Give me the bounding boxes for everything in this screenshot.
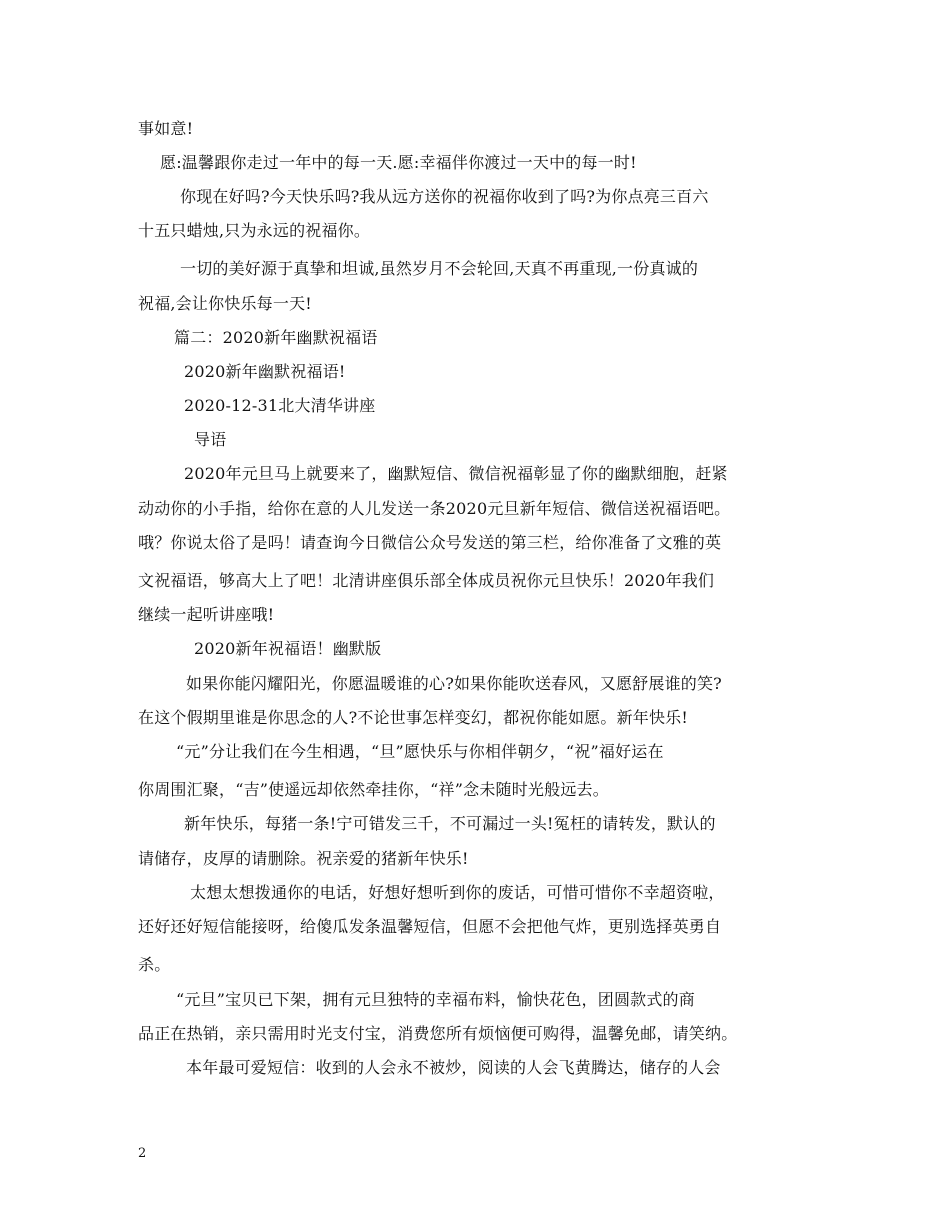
article-date-source: 2020-12-31北大清华讲座 xyxy=(184,396,376,415)
text-line: 请储存，皮厚的请删除。祝亲爱的猪新年快乐! xyxy=(138,849,469,868)
text-line: 哦？你说太俗了是吗！请查询今日微信公众号发送的第三栏，给你准备了文雅的英 xyxy=(138,533,722,552)
text-line: 还好还好短信能接呀，给傻瓜发条温馨短信，但愿不会把他气炸，更别选择英勇自 xyxy=(138,917,722,936)
text-line: 在这个假期里谁是你思念的人?不论世事怎样变幻，都祝你能如愿。新年快乐! xyxy=(138,708,689,727)
text-line: 如果你能闪耀阳光，你愿温暖谁的心?如果你能吹送春风，又愿舒展谁的笑? xyxy=(186,674,722,693)
text-line: 你周围汇聚，“吉”使遥远却依然牵挂你，“祥”念未随时光般远去。 xyxy=(138,780,609,799)
text-line: 愿:温馨跟你走过一年中的每一天.愿:幸福伴你渡过一天中的每一时! xyxy=(160,153,637,172)
text-line: 新年快乐，每猪一条!宁可错发三千，不可漏过一头!冤枉的请转发，默认的 xyxy=(184,814,716,833)
text-line: “元”分让我们在今生相遇，“旦”愿快乐与你相伴朝夕，“祝”福好运在 xyxy=(176,742,664,761)
text-line: 本年最可爱短信：收到的人会永不被炒，阅读的人会飞黄腾达，储存的人会 xyxy=(186,1058,721,1077)
text-line: 太想太想拨通你的电话，好想好想听到你的废话，可惜可惜你不幸超资啦， xyxy=(190,883,725,902)
text-line: 十五只蜡烛,只为永远的祝福你。 xyxy=(138,221,371,240)
article-title: 2020新年幽默祝福语! xyxy=(184,362,346,381)
text-line: 一切的美好源于真挚和坦诚,虽然岁月不会轮回,天真不再重现,一份真诚的 xyxy=(180,259,699,278)
text-line: 事如意! xyxy=(138,119,194,138)
lead-heading: 导语 xyxy=(194,430,227,449)
subheading: 2020新年祝福语！幽默版 xyxy=(194,639,382,658)
text-line: “元旦”宝贝已下架，拥有元旦独特的幸福布料，愉快花色，团圆款式的商 xyxy=(176,990,695,1009)
text-line: 品正在热销，亲只需用时光支付宝，消费您所有烦恼便可购得，温馨免邮，请笑纳。 xyxy=(138,1024,738,1043)
section-heading: 篇二：2020新年幽默祝福语 xyxy=(174,328,378,347)
text-line: 杀。 xyxy=(138,955,171,974)
text-line: 动动你的小手指，给你在意的人儿发送一条2020元旦新年短信、微信送祝福语吧。 xyxy=(138,499,731,518)
text-line: 祝福,会让你快乐每一天! xyxy=(138,294,312,313)
text-line: 文祝福语，够高大上了吧！北清讲座俱乐部全体成员祝你元旦快乐！2020年我们 xyxy=(138,571,715,590)
text-line: 继续一起听讲座哦! xyxy=(138,605,275,624)
page-number: 2 xyxy=(138,1146,147,1161)
text-line: 你现在好吗?今天快乐吗?我从远方送你的祝福你收到了吗?为你点亮三百六 xyxy=(180,187,709,206)
text-line: 2020年元旦马上就要来了，幽默短信、微信祝福彰显了你的幽默细胞，赶紧 xyxy=(184,464,728,483)
